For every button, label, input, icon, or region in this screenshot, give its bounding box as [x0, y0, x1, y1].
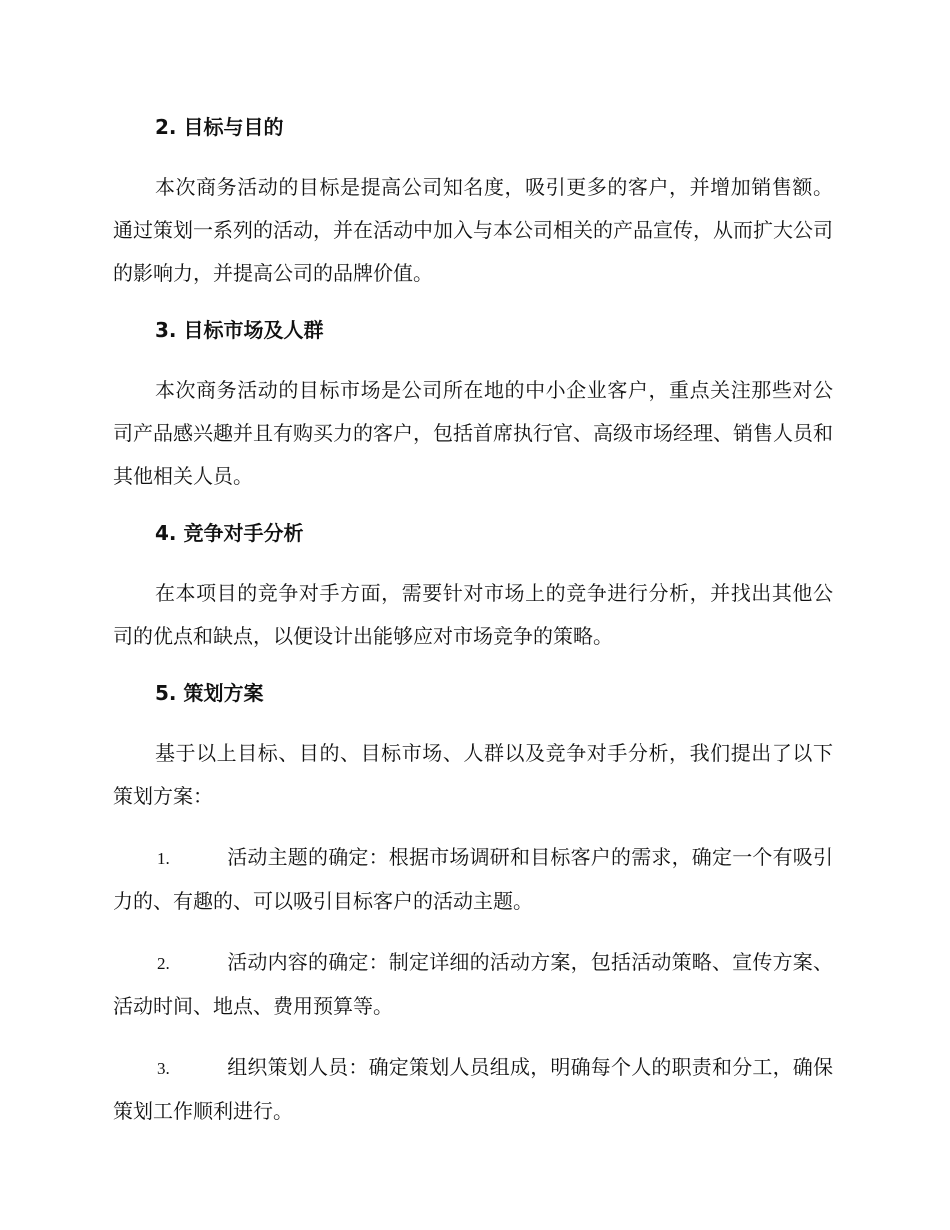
section-paragraph-competitor-analysis: 在本项目的竞争对手方面，需要针对市场上的竞争进行分析，并找出其他公司的优点和缺点，以便设计出能够应对市场竞争的策略。 [113, 581, 833, 648]
plan-list [113, 836, 833, 1133]
list-item-text: 组织策划人员：确定策划人员组成，明确每个人的职责和分工，确保策划工作顺利进行。 [113, 1055, 833, 1123]
section-heading-target-market: 3. 目标市场及人群 [155, 318, 324, 342]
section-heading-plan: 5. 策划方案 [155, 681, 264, 705]
list-item-text: 活动主题的确定：根据市场调研和目标客户的需求，确定一个有吸引力的、有趣的、可以吸引目标客户的活动主题。 [113, 845, 833, 913]
list-item [113, 941, 833, 1028]
section-paragraph-goals: 本次商务活动的目标是提高公司知名度，吸引更多的客户，并增加销售额。通过策划一系列的活动，并在活动中加入与本公司相关的产品宣传，从而扩大公司的影响力，并提高公司的品牌价值。 [113, 175, 833, 285]
list-item [113, 1046, 833, 1133]
section-heading-competitor-analysis: 4. 竞争对手分析 [155, 521, 304, 545]
section-paragraph-target-market: 本次商务活动的目标市场是公司所在地的中小企业客户，重点关注那些对公司产品感兴趣并且有购买力的客户，包括首席执行官、高级市场经理、销售人员和其他相关人员。 [113, 378, 833, 488]
list-item-number: 1. [157, 849, 170, 868]
section-heading-goals: 2. 目标与目的 [155, 115, 284, 139]
document-body [113, 110, 833, 1151]
list-item-number: 3. [157, 1059, 170, 1078]
list-item [113, 836, 833, 923]
list-item-text: 活动内容的确定：制定详细的活动方案，包括活动策略、宣传方案、活动时间、地点、费用预算等。 [113, 950, 833, 1018]
section-paragraph-plan: 基于以上目标、目的、目标市场、人群以及竞争对手分析，我们提出了以下策划方案： [113, 741, 833, 808]
list-item-number: 2. [157, 954, 170, 973]
